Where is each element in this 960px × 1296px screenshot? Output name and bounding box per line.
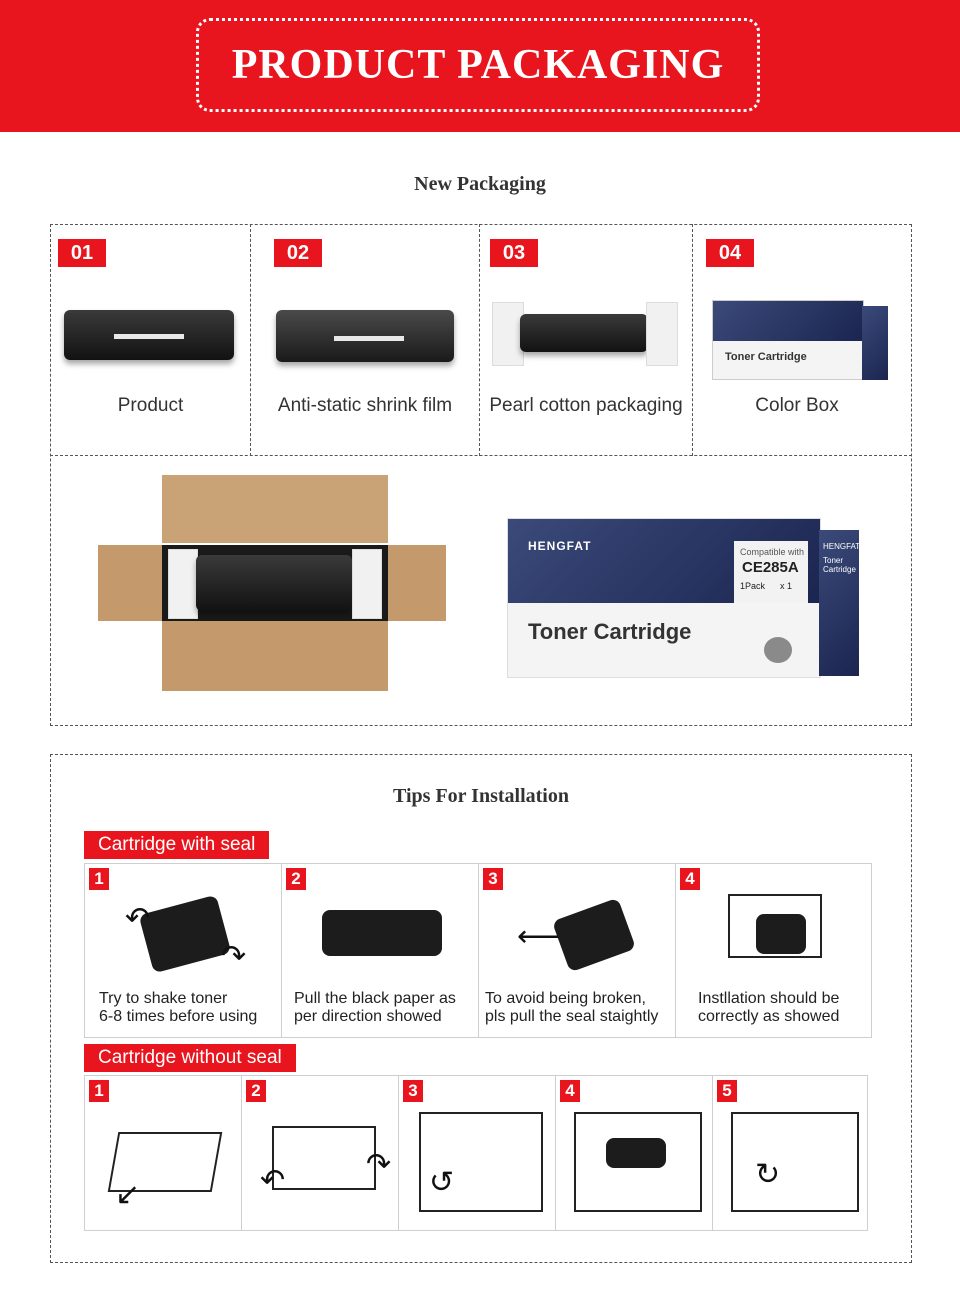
with-seal-step-1: 1 ↶ ↷ Try to shake toner 6-8 times before using [85,864,282,1037]
box-compat-panel: Compatible with CE285A 1Pack x 1 [734,541,808,603]
box-brand: HENGFAT [528,539,592,553]
curved-arrow-icon: ↻ [755,1158,781,1191]
grid-divider [250,224,251,456]
color-box-large-side: HENGFAT Toner Cartridge [819,530,859,676]
curved-arrow-icon: ↷ [221,940,247,973]
with-seal-step-3: 3 ⟵ To avoid being broken, pls pull the seal staightly [479,864,676,1037]
color-box-small-side [862,306,888,380]
packaging-label-pearl-cotton: Pearl cotton packaging [489,395,683,416]
color-box-small-image: Toner Cartridge [712,300,864,380]
packaging-label-shrink-film: Anti-static shrink film [277,395,453,416]
curved-arrow-icon: ↷ [366,1148,392,1181]
packaging-section-title: New Packaging [414,173,546,195]
color-box-large-image [507,518,821,678]
cardboard-box-interior [162,545,388,621]
left-arrow-icon: ⟵ [517,920,561,953]
cardboard-box-lid [162,475,388,543]
with-seal-steps [84,863,872,1038]
close-printer-illustration [731,1112,859,1212]
without-seal-step-1: 1 ↙ [85,1076,242,1230]
curved-arrow-icon: ↶ [125,902,151,935]
step-badge-02: 02 [274,239,322,267]
shake-toner-illustration [139,895,232,974]
box-product-name: Toner Cartridge [528,619,692,644]
cardboard-box-right-flap [386,545,446,621]
with-seal-tag: Cartridge with seal [84,831,269,859]
step-badge-03: 03 [490,239,538,267]
step-badge-04: 04 [706,239,754,267]
toner-cartridge-image [64,310,234,360]
page-title: PRODUCT PACKAGING [231,42,725,88]
with-seal-step-2: 2 Pull the black paper as per direction showed [282,864,479,1037]
packaging-label-product: Product [117,395,184,416]
pearl-cotton-cartridge-image [520,314,648,352]
pearl-cotton-right [646,302,678,366]
shake-cartridge-illustration [272,1126,376,1190]
arrow-icon: ↙ [115,1178,141,1211]
without-seal-tag: Cartridge without seal [84,1044,296,1072]
without-seal-step-3: 3 ↺ [399,1076,556,1230]
with-seal-step-4: 4 Instllation should be correctly as showed [676,864,873,1037]
cardboard-box-front [162,621,388,691]
box-quality-seal [764,637,792,663]
grid-divider [692,224,693,456]
pull-paper-illustration [322,910,442,956]
grid-divider [479,224,480,456]
curved-arrow-icon: ↶ [260,1164,286,1197]
tips-section-title: Tips For Installation [393,785,569,807]
without-seal-step-4: 4 [556,1076,713,1230]
without-seal-step-2: 2 ↶ ↷ [242,1076,399,1230]
packaging-label-color-box: Color Box [755,395,839,416]
step-badge-01: 01 [58,239,106,267]
without-seal-step-5: 5 ↻ [713,1076,869,1230]
shrink-film-cartridge-image [276,310,454,362]
pull-seal-illustration [552,898,636,973]
grid-divider [50,455,912,456]
curved-arrow-icon: ↺ [429,1166,455,1199]
cardboard-box-left-flap [98,545,162,621]
without-seal-steps [84,1075,868,1231]
